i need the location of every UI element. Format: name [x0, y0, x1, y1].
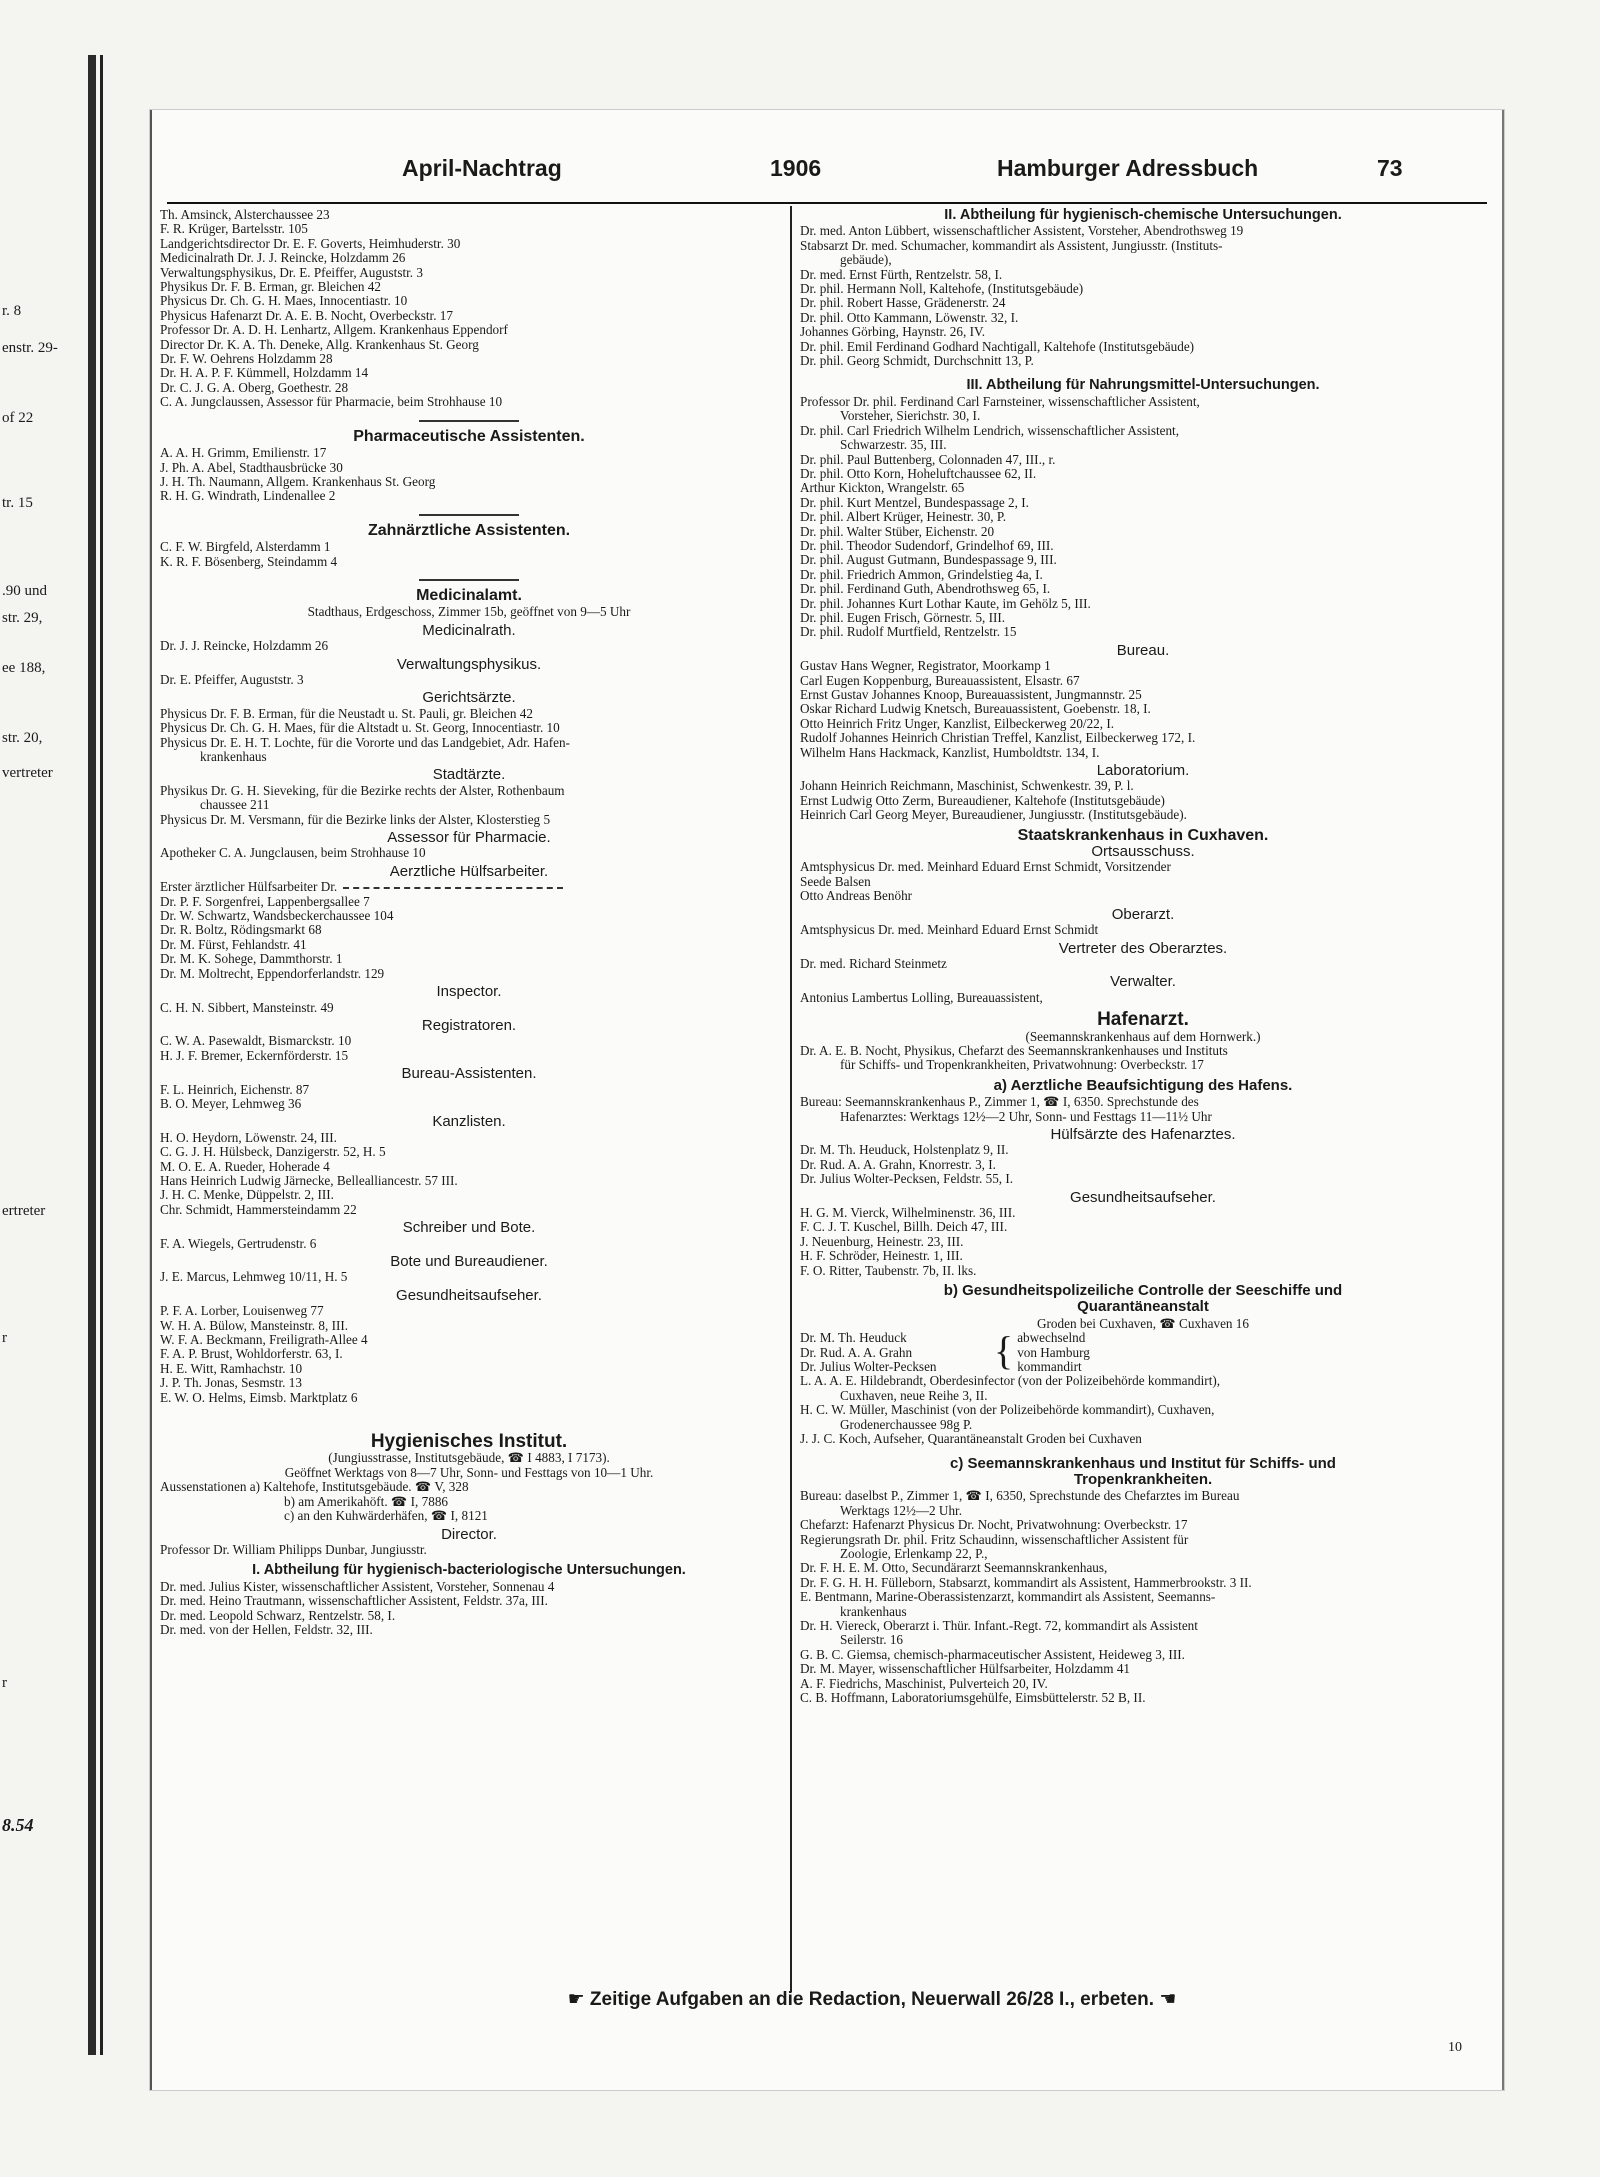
- list-item: H. J. F. Bremer, Eckernförderstr. 15: [160, 1048, 349, 1063]
- list-item: Dr. F. H. E. M. Otto, Secundärarzt Seemannskrankenhaus,: [800, 1561, 1108, 1576]
- list-item: F. R. Krüger, Bartelsstr. 105: [160, 222, 308, 237]
- list-item: Otto Andreas Benöhr: [800, 889, 913, 904]
- list-item: Dr. phil. August Gutmann, Bundespassage 9, III.: [800, 553, 1057, 568]
- footer-text: Zeitige Aufgaben an die Redaction, Neuerwall 26/28 I., erbeten.: [589, 1989, 1155, 2010]
- fragment: vertreter: [2, 765, 53, 781]
- section-title: II. Abtheilung für hygienisch-chemische Untersuchungen.: [944, 207, 1342, 223]
- list-item: krankenhaus: [840, 1604, 907, 1619]
- list-item: Dr. phil. Eugen Frisch, Görnestr. 5, III.: [800, 610, 1006, 625]
- list-item: Gustav Hans Wegner, Registrator, Moorkamp 1: [800, 659, 1051, 674]
- list-item: chaussee 211: [200, 798, 270, 813]
- list-item: Dr. phil. Albert Krüger, Heinestr. 30, P.: [800, 510, 1007, 525]
- note-line: von Hamburg: [1017, 1345, 1090, 1360]
- subsection-title: Gesundheitsaufseher.: [396, 1286, 542, 1304]
- list-item: Cuxhaven, neue Reihe 3, II.: [840, 1388, 988, 1403]
- list-item: Arthur Kickton, Wrangelstr. 65: [800, 481, 965, 496]
- list-item: C. A. Jungclaussen, Assessor für Pharmacie, beim Strohhause 10: [160, 395, 503, 410]
- list-item: Dr. H. Viereck, Oberarzt i. Thür. Infant.-Regt. 72, kommandirt als Assistent: [800, 1618, 1198, 1633]
- subsection-title: Laboratorium.: [1096, 762, 1190, 780]
- left-column: [160, 208, 778, 1637]
- list-item: Dr. med. Julius Kister, wissenschaftlicher Assistent, Vorsteher, Sonnenau 4: [160, 1579, 555, 1594]
- list-item: Dr. M. Fürst, Fehlandstr. 41: [160, 937, 307, 952]
- fragment: r. 8: [2, 303, 22, 319]
- list-item: Grodenerchaussee 98g P.: [840, 1417, 973, 1432]
- list-item: J. E. Marcus, Lehmweg 10/11, H. 5: [160, 1270, 348, 1285]
- list-item: Dr. Rud. A. A. Grahn, Knorrestr. 3, I.: [800, 1157, 996, 1172]
- list-item: A. F. Fiedrichs, Maschinist, Pulverteich 20, IV.: [800, 1676, 1048, 1691]
- list-item: Th. Amsinck, Alsterchaussee 23: [160, 208, 330, 222]
- section-title: Medicinalamt.: [416, 586, 522, 604]
- list-item: Landgerichtsdirector Dr. E. F. Goverts, Heimhuderstr. 30: [160, 236, 461, 251]
- institute-info: Groden bei Cuxhaven, ☎ Cuxhaven 16: [1037, 1316, 1249, 1331]
- list-item: Oskar Richard Ludwig Knetsch, Bureauassistent, Goebenstr. 18, I.: [800, 702, 1151, 717]
- subsection-title: Vertreter des Oberarztes.: [1058, 939, 1228, 957]
- list-item: P. F. A. Lorber, Louisenweg 77: [160, 1304, 324, 1319]
- list-item: Otto Heinrich Fritz Unger, Kanzlist, Eilbeckerweg 20/22, I.: [800, 716, 1115, 731]
- list-item: Dr. phil. Otto Korn, Hoheluftchaussee 62, II.: [800, 466, 1037, 481]
- list-item-text: Erster ärztlicher Hülfsarbeiter Dr.: [160, 880, 338, 895]
- list-item: Physicus Dr. E. H. T. Lochte, für die Vororte und das Landgebiet, Adr. Hafen-: [160, 735, 570, 750]
- list-item: Dr. F. G. H. H. Fülleborn, Stabsarzt, kommandirt als Assistent, Hammerbrookstr. 3 II.: [800, 1575, 1252, 1590]
- list-item: Schwarzestr. 35, III.: [840, 438, 947, 453]
- list-item: K. R. F. Bösenberg, Steindamm 4: [160, 554, 338, 569]
- alternating-doctors: [800, 1328, 1486, 1375]
- list-item: Dr. M. Th. Heuduck: [800, 1331, 907, 1346]
- assignment-note: [1017, 1331, 1090, 1374]
- list-item: Dr. phil. Robert Hasse, Grädenerstr. 24: [800, 296, 1006, 311]
- subsection-title: Hülfsärzte des Hafenarztes.: [1050, 1125, 1236, 1143]
- list-item: c) an den Kuhwärderhäfen, ☎ I, 8121: [284, 1509, 488, 1524]
- section-title: Quarantäneanstalt: [1077, 1298, 1209, 1316]
- list-item: Dr. M. K. Sohege, Dammthorstr. 1: [160, 952, 343, 967]
- subsection-title: Ortsausschuss.: [1091, 843, 1195, 861]
- subsection-title: Verwalter.: [1110, 973, 1176, 991]
- subsection-title: Gesundheitsaufseher.: [1070, 1188, 1216, 1206]
- list-item: E. Bentmann, Marine-Oberassistenzarzt, kommandirt als Assistent, Seemanns-: [800, 1590, 1216, 1605]
- section-title: I. Abtheilung für hygienisch-bacteriologische Untersuchungen.: [252, 1562, 686, 1579]
- section-title: Hygienisches Institut.: [370, 1431, 568, 1453]
- list-item: Dr. J. J. Reincke, Holzdamm 26: [160, 639, 329, 654]
- list-item: H. C. W. Müller, Maschinist (von der Polizeibehörde kommandirt), Cuxhaven,: [800, 1403, 1215, 1418]
- dashed-leader: [343, 887, 563, 889]
- list-item: R. H. G. Windrath, Lindenallee 2: [160, 489, 336, 504]
- list-item: Ernst Ludwig Otto Zerm, Bureaudiener, Kaltehofe (Institutsgebäude): [800, 793, 1165, 808]
- list-item: Regierungsrath Dr. phil. Fritz Schaudinn, wissenschaftlicher Assistent für: [800, 1532, 1189, 1547]
- fragment: 8.54: [2, 1815, 34, 1835]
- section-title: a) Aerztliche Beaufsichtigung des Hafens.: [993, 1076, 1293, 1094]
- list-item: b) am Amerikahöft. ☎ I, 7886: [284, 1494, 449, 1509]
- institute-info: (Jungiusstrasse, Institutsgebäude, ☎ I 4883, I 7173).: [328, 1451, 610, 1466]
- list-item: Dr. C. J. G. A. Oberg, Goethestr. 28: [160, 380, 349, 395]
- list-item: Dr. phil. Theodor Sudendorf, Grindelhof 69, III.: [800, 538, 1054, 553]
- subsection-title: Director.: [441, 1525, 497, 1543]
- page-header: [152, 110, 1502, 181]
- fragment: of 22: [2, 410, 34, 426]
- list-item: Professor Dr. William Philipps Dunbar, Jungiusstr.: [160, 1542, 427, 1557]
- subsection-title: Inspector.: [436, 983, 502, 1001]
- separator: [419, 514, 519, 516]
- list-item: Stabsarzt Dr. med. Schumacher, kommandirt als Assistent, Jungiusstr. (Instituts-: [800, 238, 1223, 253]
- list-item: Bureau: daselbst P., Zimmer 1, ☎ I, 6350, Sprechstunde des Chefarztes im Bureau: [800, 1489, 1240, 1504]
- list-item: F. O. Ritter, Taubenstr. 7b, II. lks.: [800, 1263, 977, 1278]
- fragment: str. 29,: [2, 610, 43, 626]
- section-title: c) Seemannskrankenhaus und Institut für Schiffs- und: [950, 1454, 1336, 1472]
- list-item: Physicus Dr. M. Versmann, für die Bezirke links der Alster, Klosterstieg 5: [160, 812, 551, 827]
- list-item: krankenhaus: [200, 750, 267, 764]
- list-item: Verwaltungsphysikus, Dr. E. Pfeiffer, Auguststr. 3: [160, 265, 423, 280]
- section-title: Hafenarzt.: [1097, 1009, 1189, 1031]
- list-item: E. W. O. Helms, Eimsb. Marktplatz 6: [160, 1390, 358, 1405]
- list-item: F. C. J. T. Kuschel, Billh. Deich 47, III.: [800, 1220, 1008, 1235]
- doctor-names: [800, 1331, 990, 1374]
- list-item: Johann Heinrich Reichmann, Maschinist, Schwenkestr. 39, P. l.: [800, 779, 1134, 794]
- list-item: Hans Heinrich Ludwig Järnecke, Bellealliancestr. 57 III.: [160, 1173, 458, 1188]
- header-rule: [167, 202, 1487, 204]
- section-title: Staatskrankenhaus in Cuxhaven.: [1017, 826, 1269, 844]
- list-item: Seede Balsen: [800, 874, 871, 889]
- subsection-title: Bureau.: [1116, 641, 1170, 659]
- subsection-title: Oberarzt.: [1111, 905, 1175, 923]
- subsection-title: Kanzlisten.: [432, 1113, 506, 1131]
- list-item: H. O. Heydorn, Löwenstr. 24, III.: [160, 1130, 337, 1145]
- list-item: Dr. phil. Georg Schmidt, Durchschnitt 13, P.: [800, 354, 1034, 369]
- list-item: Dr. M. Moltrecht, Eppendorferlandstr. 129: [160, 966, 385, 981]
- section-title: Zahnärztliche Assistenten.: [367, 521, 571, 539]
- list-item: J. Neuenburg, Heinestr. 23, III.: [800, 1234, 964, 1249]
- subsection-title: Assessor für Pharmacie.: [387, 829, 551, 847]
- list-item: Director Dr. K. A. Th. Deneke, Allg. Krankenhaus St. Georg: [160, 337, 479, 352]
- list-item: Antonius Lambertus Lolling, Bureauassistent,: [800, 990, 1043, 1005]
- list-item: J. H. Th. Naumann, Allgem. Krankenhaus St. Georg: [160, 474, 436, 489]
- list-item: Dr. phil. Walter Stüber, Eichenstr. 20: [800, 524, 995, 539]
- list-item: Dr. phil. Johannes Kurt Lothar Kaute, im Gehölz 5, III.: [800, 596, 1091, 611]
- list-item: Dr. phil. Kurt Mentzel, Bundespassage 2, I.: [800, 495, 1029, 510]
- list-item: gebäude),: [840, 253, 892, 268]
- section-title: Tropenkrankheiten.: [1073, 1470, 1213, 1488]
- institute-info: Geöffnet Werktags von 8—7 Uhr, Sonn- und Festtags von 10—1 Uhr.: [284, 1465, 654, 1480]
- right-column: [800, 208, 1486, 1705]
- list-item: Professor Dr. A. D. H. Lenhartz, Allgem. Krankenhaus Eppendorf: [160, 323, 508, 338]
- subsection-title: Verwaltungsphysikus.: [396, 655, 542, 673]
- fragment: str. 20,: [2, 730, 43, 746]
- list-item: C. G. J. H. Hülsbeck, Danzigerstr. 52, H. 5: [160, 1145, 386, 1160]
- list-item: Wilhelm Hans Hackmack, Kanzlist, Humboldtstr. 134, I.: [800, 745, 1100, 760]
- header-year: 1906: [770, 155, 822, 181]
- list-item: Physicus Dr. Ch. G. H. Maes, für die Altstadt u. St. Georg, Innocentiastr. 10: [160, 721, 560, 736]
- note-line: kommandirt: [1017, 1360, 1082, 1375]
- list-item: Aussenstationen a) Kaltehofe, Institutsgebäude. ☎ V, 328: [160, 1480, 469, 1495]
- list-item: F. L. Heinrich, Eichenstr. 87: [160, 1082, 310, 1097]
- list-item: L. A. A. E. Hildebrandt, Oberdesinfector (von der Polizeibehörde kommandirt),: [800, 1374, 1221, 1389]
- list-item: Dr. phil. Ferdinand Guth, Abendrothsweg 65, I.: [800, 582, 1051, 597]
- column-rule: [790, 206, 792, 1992]
- list-item: A. A. H. Grimm, Emilienstr. 17: [160, 446, 327, 461]
- list-item: Dr. med. Richard Steinmetz: [800, 956, 947, 971]
- list-item: Dr. M. Mayer, wissenschaftlicher Hülfsarbeiter, Holzdamm 41: [800, 1662, 1131, 1677]
- list-item: C. H. N. Sibbert, Mansteinstr. 49: [160, 1000, 334, 1015]
- list-item: Dr. Julius Wolter-Pecksen: [800, 1360, 937, 1375]
- list-item: B. O. Meyer, Lehmweg 36: [160, 1096, 302, 1111]
- list-item: Dr. phil. Hermann Noll, Kaltehofe, (Institutsgebäude): [800, 282, 1084, 297]
- list-item: C. F. W. Birgfeld, Alsterdamm 1: [160, 540, 331, 555]
- fragment: ertreter: [2, 1203, 46, 1219]
- list-item: Carl Eugen Koppenburg, Bureauassistent, Elsastr. 67: [800, 673, 1080, 688]
- previous-page-edge: [0, 55, 103, 2055]
- section-title: b) Gesundheitspolizeiliche Controlle der Seeschiffe und: [943, 1282, 1343, 1300]
- list-item: Dr. phil. Carl Friedrich Wilhelm Lendrich, wissenschaftlicher Assistent,: [800, 423, 1180, 438]
- list-item: Dr. R. Boltz, Rödingsmarkt 68: [160, 923, 322, 938]
- list-item: Dr. E. Pfeiffer, Auguststr. 3: [160, 672, 304, 687]
- footer-page-number: 10: [1448, 2040, 1462, 2055]
- list-item: M. O. E. A. Rueder, Hoherade 4: [160, 1159, 330, 1174]
- list-item: Heinrich Carl Georg Meyer, Bureaudiener, Jungiusstr. (Institutsgebäude).: [800, 808, 1187, 823]
- list-item: Seilerstr. 16: [840, 1633, 904, 1648]
- list-item: Dr. P. F. Sorgenfrei, Lappenbergsallee 7: [160, 894, 370, 909]
- list-item: Dr. phil. Paul Buttenberg, Colonnaden 47, III., r.: [800, 452, 1056, 467]
- list-item: Ernst Gustav Johannes Knoop, Bureauassistent, Jungmannstr. 25: [800, 688, 1142, 702]
- list-item: Dr. H. A. P. F. Kümmell, Holzdamm 14: [160, 366, 369, 381]
- pointing-hand-icon: ☚: [1154, 1989, 1177, 2010]
- list-item: Chefarzt: Hafenarzt Physicus Dr. Nocht, Privatwohnung: Overbeckstr. 17: [800, 1518, 1188, 1533]
- list-item: Dr. med. Leopold Schwarz, Rentzelstr. 58, I.: [160, 1608, 396, 1623]
- list-item: Zoologie, Erlenkamp 22, P.,: [840, 1546, 988, 1561]
- list-item: Physikus Dr. G. H. Sieveking, für die Bezirke rechts der Alster, Rothenbaum: [160, 783, 565, 798]
- list-item: Chr. Schmidt, Hammersteindamm 22: [160, 1202, 357, 1217]
- list-item: Johannes Görbing, Haynstr. 26, IV.: [800, 325, 986, 340]
- list-item: Bureau: Seemannskrankenhaus P., Zimmer 1, ☎ I, 6350. Sprechstunde des: [800, 1095, 1199, 1110]
- list-item: Werktags 12½—2 Uhr.: [840, 1503, 963, 1518]
- list-item: F. A. Wiegels, Gertrudenstr. 6: [160, 1236, 317, 1251]
- list-item: Medicinalrath Dr. J. J. Reincke, Holzdamm 26: [160, 251, 406, 266]
- top-list: [160, 208, 778, 410]
- fragment: r: [2, 1675, 7, 1691]
- list-item: Physikus Dr. F. B. Erman, gr. Bleichen 42: [160, 280, 381, 295]
- directory-page: [150, 110, 1504, 2090]
- list-item: Dr. W. Schwartz, Wandsbeckerchaussee 104: [160, 909, 394, 924]
- list-item: H. F. Schröder, Heinestr. 1, III.: [800, 1249, 963, 1264]
- list-item: C. B. Hoffmann, Laboratoriumsgehülfe, Eimsbüttelerstr. 52 B, II.: [800, 1691, 1146, 1705]
- header-title: Hamburger Adressbuch: [997, 155, 1259, 181]
- section-title: III. Abtheilung für Nahrungsmittel-Untersuchungen.: [966, 377, 1320, 394]
- page-number: 73: [1377, 155, 1403, 181]
- list-item: Rudolf Johannes Heinrich Christian Treffel, Kanzlist, Eilbeckerweg 172, I.: [800, 731, 1196, 746]
- list-item: J. J. C. Koch, Aufseher, Quarantäneanstalt Groden bei Cuxhaven: [800, 1432, 1142, 1447]
- subsection-title: Aerztliche Hülfsarbeiter.: [389, 862, 549, 880]
- section-title: Pharmaceutische Assistenten.: [353, 427, 585, 445]
- list-item: W. H. A. Bülow, Mansteinstr. 8, III.: [160, 1318, 349, 1333]
- separator: [419, 420, 519, 422]
- list-item: W. F. A. Beckmann, Freiligrath-Allee 4: [160, 1333, 368, 1348]
- list-item: J. H. C. Menke, Düppelstr. 2, III.: [160, 1188, 334, 1203]
- list-item: [160, 880, 778, 894]
- list-item: Dr. Julius Wolter-Pecksen, Feldstr. 55, I.: [800, 1172, 1014, 1187]
- list-item: Dr. F. W. Oehrens Holzdamm 28: [160, 352, 333, 367]
- footer-notice: [372, 1988, 1372, 2011]
- list-item: C. W. A. Pasewaldt, Bismarckstr. 10: [160, 1034, 352, 1049]
- fragment: tr. 15: [2, 495, 33, 511]
- list-item: F. A. P. Brust, Wohldorferstr. 63, I.: [160, 1347, 343, 1362]
- subsection-title: Bureau-Assistenten.: [401, 1065, 537, 1083]
- separator: [419, 579, 519, 581]
- list-item: für Schiffs- und Tropenkrankheiten, Privatwohnung: Overbeckstr. 17: [840, 1058, 1204, 1073]
- list-item: Dr. A. E. B. Nocht, Physikus, Chefarzt des Seemannskrankenhauses und Instituts: [800, 1043, 1228, 1058]
- list-item: Physicus Dr. Ch. G. H. Maes, Innocentiastr. 10: [160, 294, 408, 309]
- subsection-title: Gerichtsärzte.: [422, 689, 516, 707]
- list-item: Dr. med. Ernst Fürth, Rentzelstr. 58, I.: [800, 267, 1003, 282]
- list-item: Dr. phil. Rudolf Murtfield, Rentzelstr. 15: [800, 625, 1017, 640]
- list-item: J. P. Th. Jonas, Sesmstr. 13: [160, 1376, 302, 1391]
- subsection-title: Medicinalrath.: [422, 621, 516, 639]
- fragment: enstr. 29-: [2, 340, 58, 356]
- list-item: Dr. phil. Emil Ferdinand Godhard Nachtigall, Kaltehofe (Institutsgebäude): [800, 339, 1195, 354]
- subsection-title: Bote und Bureaudiener.: [390, 1253, 548, 1270]
- list-item: Dr. M. Th. Heuduck, Holstenplatz 9, II.: [800, 1143, 1009, 1158]
- list-item: Physicus Hafenarzt Dr. A. E. B. Nocht, Overbeckstr. 17: [160, 308, 453, 323]
- list-item: Dr. med. Heino Trautmann, wissenschaftlicher Assistent, Feldstr. 37a, III.: [160, 1594, 548, 1609]
- brace: {: [994, 1328, 1014, 1374]
- list-item: Dr. phil. Otto Kammann, Löwenstr. 32, I.: [800, 310, 1019, 325]
- list-item: Amtsphysicus Dr. med. Meinhard Eduard Ernst Schmidt: [800, 923, 1099, 938]
- list-item: J. Ph. A. Abel, Stadthausbrücke 30: [160, 460, 343, 475]
- list-item: Professor Dr. phil. Ferdinand Carl Farnsteiner, wissenschaftlicher Assistent,: [800, 394, 1200, 409]
- subsection-title: Schreiber und Bote.: [402, 1219, 536, 1237]
- list-item: H. E. Witt, Ramhachstr. 10: [160, 1361, 303, 1376]
- list-item: Dr. phil. Friedrich Ammon, Grindelstieg 4a, I.: [800, 567, 1043, 582]
- list-item: Hafenarztes: Werktags 12½—2 Uhr, Sonn- und Festtags 11—11½ Uhr: [840, 1109, 1212, 1124]
- book-gutter: [88, 55, 96, 2055]
- fragment: r: [2, 1330, 7, 1346]
- list-item: Physicus Dr. F. B. Erman, für die Neustadt u. St. Pauli, gr. Bleichen 42: [160, 706, 533, 721]
- subsection-title: Registratoren.: [421, 1016, 517, 1034]
- office-address: Stadthaus, Erdgeschoss, Zimmer 15b, geöffnet von 9—5 Uhr: [307, 605, 631, 620]
- header-left: April-Nachtrag: [402, 155, 562, 181]
- list-item: Dr. med. von der Hellen, Feldstr. 32, III.: [160, 1622, 373, 1637]
- note-line: abwechselnd: [1017, 1331, 1086, 1346]
- list-item: Dr. med. Anton Lübbert, wissenschaftlicher Assistent, Vorsteher, Abendrothsweg 19: [800, 224, 1244, 239]
- fragment: .90 und: [2, 583, 47, 599]
- list-item: Vorsteher, Sierichstr. 30, I.: [840, 409, 981, 424]
- list-item: Amtsphysicus Dr. med. Meinhard Eduard Ernst Schmidt, Vorsitzender: [800, 860, 1171, 875]
- list-item: H. G. M. Vierck, Wilhelminenstr. 36, III.: [800, 1206, 1016, 1220]
- fragment: ee 188,: [2, 660, 46, 676]
- list-item: G. B. C. Giemsa, chemisch-pharmaceutischer Assistent, Heideweg 3, III.: [800, 1647, 1185, 1662]
- list-item: Dr. Rud. A. A. Grahn: [800, 1345, 913, 1360]
- list-item: Apotheker C. A. Jungclausen, beim Strohhause 10: [160, 846, 426, 861]
- section-note: (Seemannskrankenhaus auf dem Hornwerk.): [1025, 1029, 1261, 1044]
- subsection-title: Stadtärzte.: [432, 766, 506, 784]
- pointing-hand-icon: ☛: [567, 1989, 590, 2010]
